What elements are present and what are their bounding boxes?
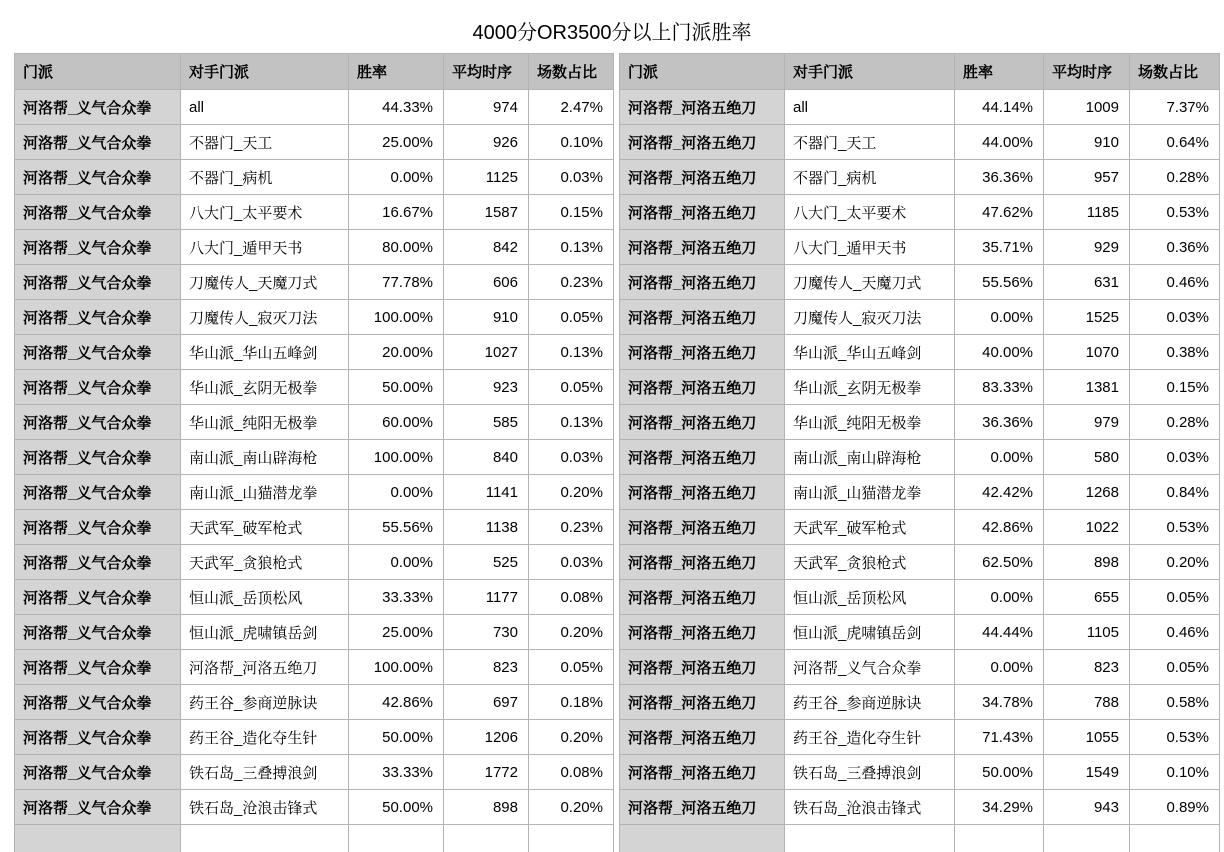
winrate-cell: 0.00% — [349, 160, 444, 195]
match-share-cell: 0.20% — [529, 720, 614, 755]
match-share-cell: 0.20% — [529, 475, 614, 510]
column-header-faction: 门派 — [15, 54, 181, 90]
table-row — [620, 720, 1220, 755]
match-share-cell: 0.64% — [1130, 125, 1220, 160]
column-header-winrate: 胜率 — [955, 54, 1044, 90]
winrate-cell: 34.78% — [955, 685, 1044, 720]
opponent-cell: 南山派_山猫潜龙拳 — [785, 475, 955, 510]
match-share-cell: 0.53% — [1130, 510, 1220, 545]
table-row — [15, 195, 614, 230]
opponent-cell: 华山派_玄阴无极拳 — [785, 370, 955, 405]
opponent-cell: 八大门_太平要术 — [785, 195, 955, 230]
header-row — [15, 54, 614, 90]
match-share-cell: 0.05% — [1130, 650, 1220, 685]
faction-cell: 河洛帮_河洛五绝刀 — [620, 265, 785, 300]
avg-time-cell: 1549 — [1044, 755, 1130, 790]
faction-cell: 河洛帮_义气合众拳 — [15, 300, 181, 335]
winrate-cell: 40.00% — [955, 335, 1044, 370]
avg-time-cell: 697 — [444, 685, 529, 720]
match-share-cell: 0.23% — [529, 265, 614, 300]
match-share-cell: 0.03% — [1130, 440, 1220, 475]
avg-time-cell: 631 — [1044, 265, 1130, 300]
match-share-cell: 0.08% — [529, 580, 614, 615]
match-share-cell — [1130, 825, 1220, 852]
avg-time-cell: 910 — [444, 300, 529, 335]
winrate-cell: 42.86% — [955, 510, 1044, 545]
faction-cell: 河洛帮_义气合众拳 — [15, 265, 181, 300]
opponent-cell: 华山派_华山五峰剑 — [785, 335, 955, 370]
win-rate-table-left — [14, 53, 614, 852]
faction-cell: 河洛帮_河洛五绝刀 — [620, 685, 785, 720]
faction-cell: 河洛帮_义气合众拳 — [15, 125, 181, 160]
match-share-cell: 0.10% — [529, 125, 614, 160]
table-row — [620, 370, 1220, 405]
avg-time-cell: 606 — [444, 265, 529, 300]
faction-cell: 河洛帮_河洛五绝刀 — [620, 545, 785, 580]
winrate-cell — [955, 825, 1044, 852]
winrate-cell: 50.00% — [955, 755, 1044, 790]
table-row — [15, 265, 614, 300]
avg-time-cell: 1070 — [1044, 335, 1130, 370]
avg-time-cell: 1185 — [1044, 195, 1130, 230]
winrate-cell: 35.71% — [955, 230, 1044, 265]
match-share-cell: 0.46% — [1130, 615, 1220, 650]
match-share-cell: 0.84% — [1130, 475, 1220, 510]
avg-time-cell: 823 — [444, 650, 529, 685]
winrate-cell: 0.00% — [955, 300, 1044, 335]
table-row — [15, 510, 614, 545]
table-row — [620, 90, 1220, 125]
faction-cell: 河洛帮_义气合众拳 — [15, 720, 181, 755]
avg-time-cell: 580 — [1044, 440, 1130, 475]
column-header-match-share: 场数占比 — [529, 54, 614, 90]
avg-time-cell: 1206 — [444, 720, 529, 755]
match-share-cell: 0.08% — [529, 755, 614, 790]
winrate-cell: 44.33% — [349, 90, 444, 125]
faction-cell: 河洛帮_河洛五绝刀 — [620, 230, 785, 265]
opponent-cell: 南山派_南山辟海枪 — [181, 440, 349, 475]
faction-cell: 河洛帮_河洛五绝刀 — [620, 90, 785, 125]
column-header-avg-time: 平均时序 — [444, 54, 529, 90]
column-header-winrate: 胜率 — [349, 54, 444, 90]
column-header-opponent: 对手门派 — [181, 54, 349, 90]
avg-time-cell: 823 — [1044, 650, 1130, 685]
table-row — [620, 300, 1220, 335]
table-row — [15, 685, 614, 720]
opponent-cell: 八大门_太平要术 — [181, 195, 349, 230]
match-share-cell: 0.03% — [529, 160, 614, 195]
winrate-cell: 34.29% — [955, 790, 1044, 825]
winrate-cell: 0.00% — [955, 580, 1044, 615]
avg-time-cell: 655 — [1044, 580, 1130, 615]
avg-time-cell: 1009 — [1044, 90, 1130, 125]
opponent-cell: 药王谷_参商逆脉诀 — [785, 685, 955, 720]
faction-cell: 河洛帮_河洛五绝刀 — [620, 580, 785, 615]
avg-time-cell: 1138 — [444, 510, 529, 545]
avg-time-cell: 926 — [444, 125, 529, 160]
faction-cell: 河洛帮_河洛五绝刀 — [620, 475, 785, 510]
opponent-cell: 不器门_病机 — [181, 160, 349, 195]
winrate-cell: 44.00% — [955, 125, 1044, 160]
winrate-cell: 42.42% — [955, 475, 1044, 510]
header-row — [620, 54, 1220, 90]
avg-time-cell: 1772 — [444, 755, 529, 790]
opponent-cell: 华山派_玄阴无极拳 — [181, 370, 349, 405]
match-share-cell: 0.58% — [1130, 685, 1220, 720]
opponent-cell: 药王谷_造化夺生针 — [785, 720, 955, 755]
winrate-cell: 0.00% — [955, 650, 1044, 685]
faction-cell: 河洛帮_河洛五绝刀 — [620, 440, 785, 475]
winrate-cell: 83.33% — [955, 370, 1044, 405]
opponent-cell: 刀魔传人_寂灭刀法 — [181, 300, 349, 335]
faction-cell: 河洛帮_义气合众拳 — [15, 160, 181, 195]
avg-time-cell: 943 — [1044, 790, 1130, 825]
table-row — [15, 125, 614, 160]
match-share-cell: 0.03% — [529, 545, 614, 580]
faction-cell: 河洛帮_义气合众拳 — [15, 615, 181, 650]
winrate-cell: 36.36% — [955, 405, 1044, 440]
avg-time-cell: 979 — [1044, 405, 1130, 440]
opponent-cell: 华山派_纯阳无极拳 — [181, 405, 349, 440]
faction-cell: 河洛帮_河洛五绝刀 — [620, 300, 785, 335]
avg-time-cell: 840 — [444, 440, 529, 475]
table-row — [15, 615, 614, 650]
winrate-cell — [349, 825, 444, 852]
opponent-cell: 恒山派_虎啸镇岳剑 — [785, 615, 955, 650]
match-share-cell: 0.03% — [1130, 300, 1220, 335]
match-share-cell: 0.23% — [529, 510, 614, 545]
match-share-cell: 0.05% — [529, 370, 614, 405]
match-share-cell: 0.20% — [529, 790, 614, 825]
faction-cell: 河洛帮_河洛五绝刀 — [620, 125, 785, 160]
faction-cell: 河洛帮_河洛五绝刀 — [620, 335, 785, 370]
match-share-cell: 0.10% — [1130, 755, 1220, 790]
avg-time-cell: 525 — [444, 545, 529, 580]
winrate-cell: 0.00% — [955, 440, 1044, 475]
winrate-cell: 100.00% — [349, 650, 444, 685]
winrate-cell: 25.00% — [349, 615, 444, 650]
faction-cell: 河洛帮_义气合众拳 — [15, 475, 181, 510]
avg-time-cell: 929 — [1044, 230, 1130, 265]
faction-cell: 河洛帮_义气合众拳 — [15, 580, 181, 615]
opponent-cell: 河洛帮_河洛五绝刀 — [181, 650, 349, 685]
opponent-cell: 刀魔传人_寂灭刀法 — [785, 300, 955, 335]
winrate-cell: 25.00% — [349, 125, 444, 160]
faction-cell: 河洛帮_义气合众拳 — [15, 370, 181, 405]
winrate-cell: 33.33% — [349, 580, 444, 615]
winrate-cell: 16.67% — [349, 195, 444, 230]
match-share-cell: 0.15% — [1130, 370, 1220, 405]
match-share-cell: 0.28% — [1130, 160, 1220, 195]
avg-time-cell: 1141 — [444, 475, 529, 510]
faction-cell: 河洛帮_义气合众拳 — [15, 195, 181, 230]
winrate-cell: 33.33% — [349, 755, 444, 790]
opponent-cell: 不器门_天工 — [181, 125, 349, 160]
opponent-cell: 恒山派_虎啸镇岳剑 — [181, 615, 349, 650]
match-share-cell: 0.36% — [1130, 230, 1220, 265]
winrate-cell: 36.36% — [955, 160, 1044, 195]
match-share-cell: 7.37% — [1130, 90, 1220, 125]
table-row — [15, 300, 614, 335]
avg-time-cell: 1381 — [1044, 370, 1130, 405]
winrate-cell: 0.00% — [349, 545, 444, 580]
match-share-cell: 0.46% — [1130, 265, 1220, 300]
faction-cell: 河洛帮_河洛五绝刀 — [620, 405, 785, 440]
opponent-cell: all — [785, 90, 955, 125]
avg-time-cell: 730 — [444, 615, 529, 650]
winrate-cell: 42.86% — [349, 685, 444, 720]
faction-cell: 河洛帮_河洛五绝刀 — [620, 650, 785, 685]
match-share-cell: 0.05% — [529, 300, 614, 335]
faction-cell: 河洛帮_义气合众拳 — [15, 510, 181, 545]
match-share-cell: 0.13% — [529, 335, 614, 370]
table-row — [15, 825, 614, 852]
avg-time-cell: 1177 — [444, 580, 529, 615]
table-row — [620, 580, 1220, 615]
table-row — [620, 825, 1220, 852]
avg-time-cell — [444, 825, 529, 852]
faction-cell: 河洛帮_义气合众拳 — [15, 790, 181, 825]
page-title: 4000分OR3500分以上门派胜率 — [472, 22, 752, 44]
table-row — [620, 755, 1220, 790]
faction-cell: 河洛帮_义气合众拳 — [15, 545, 181, 580]
match-share-cell: 0.89% — [1130, 790, 1220, 825]
match-share-cell: 0.18% — [529, 685, 614, 720]
faction-cell: 河洛帮_河洛五绝刀 — [620, 790, 785, 825]
opponent-cell: 天武军_贪狼枪式 — [785, 545, 955, 580]
table-row — [620, 475, 1220, 510]
opponent-cell: 药王谷_造化夺生针 — [181, 720, 349, 755]
win-rate-table-right — [619, 53, 1220, 852]
match-share-cell: 0.38% — [1130, 335, 1220, 370]
winrate-cell: 50.00% — [349, 720, 444, 755]
win-rate-tables — [14, 53, 1220, 852]
winrate-cell: 55.56% — [955, 265, 1044, 300]
opponent-cell: 不器门_天工 — [785, 125, 955, 160]
match-share-cell: 0.28% — [1130, 405, 1220, 440]
faction-cell — [620, 825, 785, 852]
avg-time-cell: 974 — [444, 90, 529, 125]
faction-cell: 河洛帮_义气合众拳 — [15, 755, 181, 790]
faction-cell — [15, 825, 181, 852]
avg-time-cell: 1027 — [444, 335, 529, 370]
winrate-cell: 77.78% — [349, 265, 444, 300]
winrate-cell: 47.62% — [955, 195, 1044, 230]
faction-cell: 河洛帮_义气合众拳 — [15, 335, 181, 370]
faction-cell: 河洛帮_义气合众拳 — [15, 440, 181, 475]
opponent-cell: 南山派_南山辟海枪 — [785, 440, 955, 475]
table-row — [15, 370, 614, 405]
opponent-cell: 天武军_破军枪式 — [785, 510, 955, 545]
winrate-cell: 71.43% — [955, 720, 1044, 755]
opponent-cell: 天武军_破军枪式 — [181, 510, 349, 545]
column-header-avg-time: 平均时序 — [1044, 54, 1130, 90]
winrate-cell: 50.00% — [349, 790, 444, 825]
match-share-cell: 2.47% — [529, 90, 614, 125]
avg-time-cell — [1044, 825, 1130, 852]
opponent-cell: 药王谷_参商逆脉诀 — [181, 685, 349, 720]
table-row — [620, 195, 1220, 230]
match-share-cell — [529, 825, 614, 852]
opponent-cell: 恒山派_岳顶松风 — [181, 580, 349, 615]
column-header-faction: 门派 — [620, 54, 785, 90]
table-row — [15, 230, 614, 265]
avg-time-cell: 1022 — [1044, 510, 1130, 545]
table-row — [620, 160, 1220, 195]
faction-cell: 河洛帮_河洛五绝刀 — [620, 615, 785, 650]
opponent-cell: 刀魔传人_天魔刀式 — [785, 265, 955, 300]
faction-cell: 河洛帮_河洛五绝刀 — [620, 755, 785, 790]
table-row — [15, 160, 614, 195]
table-row — [620, 545, 1220, 580]
table-row — [620, 790, 1220, 825]
avg-time-cell: 788 — [1044, 685, 1130, 720]
avg-time-cell: 898 — [1044, 545, 1130, 580]
match-share-cell: 0.20% — [1130, 545, 1220, 580]
table-row — [620, 230, 1220, 265]
table-row — [15, 545, 614, 580]
table-row — [620, 440, 1220, 475]
opponent-cell — [785, 825, 955, 852]
opponent-cell: 不器门_病机 — [785, 160, 955, 195]
avg-time-cell: 898 — [444, 790, 529, 825]
opponent-cell: 刀魔传人_天魔刀式 — [181, 265, 349, 300]
table-row — [620, 265, 1220, 300]
table-row — [620, 510, 1220, 545]
faction-cell: 河洛帮_河洛五绝刀 — [620, 720, 785, 755]
faction-cell: 河洛帮_义气合众拳 — [15, 90, 181, 125]
opponent-cell: 河洛帮_义气合众拳 — [785, 650, 955, 685]
table-row — [620, 125, 1220, 160]
winrate-cell: 44.44% — [955, 615, 1044, 650]
faction-cell: 河洛帮_河洛五绝刀 — [620, 160, 785, 195]
table-row — [620, 405, 1220, 440]
table-row — [620, 615, 1220, 650]
table-row — [620, 335, 1220, 370]
opponent-cell: 华山派_纯阳无极拳 — [785, 405, 955, 440]
faction-cell: 河洛帮_义气合众拳 — [15, 230, 181, 265]
avg-time-cell: 1055 — [1044, 720, 1130, 755]
faction-cell: 河洛帮_河洛五绝刀 — [620, 195, 785, 230]
opponent-cell — [181, 825, 349, 852]
opponent-cell: 天武军_贪狼枪式 — [181, 545, 349, 580]
winrate-cell: 20.00% — [349, 335, 444, 370]
table-row — [15, 790, 614, 825]
table-row — [15, 650, 614, 685]
winrate-cell: 50.00% — [349, 370, 444, 405]
avg-time-cell: 1125 — [444, 160, 529, 195]
table-row — [15, 580, 614, 615]
opponent-cell: 八大门_遁甲天书 — [181, 230, 349, 265]
opponent-cell: 华山派_华山五峰剑 — [181, 335, 349, 370]
winrate-cell: 100.00% — [349, 440, 444, 475]
table-row — [15, 335, 614, 370]
opponent-cell: 铁石岛_沧浪击锋式 — [785, 790, 955, 825]
opponent-cell: 铁石岛_三叠搏浪剑 — [785, 755, 955, 790]
avg-time-cell: 585 — [444, 405, 529, 440]
table-row — [15, 405, 614, 440]
faction-cell: 河洛帮_义气合众拳 — [15, 650, 181, 685]
winrate-cell: 0.00% — [349, 475, 444, 510]
avg-time-cell: 1268 — [1044, 475, 1130, 510]
table-row — [15, 90, 614, 125]
match-share-cell: 0.13% — [529, 405, 614, 440]
match-share-cell: 0.13% — [529, 230, 614, 265]
opponent-cell: 铁石岛_沧浪击锋式 — [181, 790, 349, 825]
avg-time-cell: 1587 — [444, 195, 529, 230]
match-share-cell: 0.05% — [1130, 580, 1220, 615]
avg-time-cell: 910 — [1044, 125, 1130, 160]
opponent-cell: all — [181, 90, 349, 125]
opponent-cell: 八大门_遁甲天书 — [785, 230, 955, 265]
opponent-cell: 恒山派_岳顶松风 — [785, 580, 955, 615]
faction-cell: 河洛帮_义气合众拳 — [15, 405, 181, 440]
table-row — [15, 475, 614, 510]
opponent-cell: 铁石岛_三叠搏浪剑 — [181, 755, 349, 790]
match-share-cell: 0.03% — [529, 440, 614, 475]
match-share-cell: 0.20% — [529, 615, 614, 650]
faction-cell: 河洛帮_义气合众拳 — [15, 685, 181, 720]
table-row — [620, 650, 1220, 685]
match-share-cell: 0.53% — [1130, 195, 1220, 230]
match-share-cell: 0.05% — [529, 650, 614, 685]
winrate-cell: 80.00% — [349, 230, 444, 265]
winrate-cell: 55.56% — [349, 510, 444, 545]
column-header-match-share: 场数占比 — [1130, 54, 1220, 90]
column-header-opponent: 对手门派 — [785, 54, 955, 90]
match-share-cell: 0.53% — [1130, 720, 1220, 755]
opponent-cell: 南山派_山猫潜龙拳 — [181, 475, 349, 510]
avg-time-cell: 1105 — [1044, 615, 1130, 650]
winrate-cell: 44.14% — [955, 90, 1044, 125]
avg-time-cell: 1525 — [1044, 300, 1130, 335]
winrate-cell: 100.00% — [349, 300, 444, 335]
faction-cell: 河洛帮_河洛五绝刀 — [620, 370, 785, 405]
avg-time-cell: 842 — [444, 230, 529, 265]
faction-cell: 河洛帮_河洛五绝刀 — [620, 510, 785, 545]
winrate-cell: 60.00% — [349, 405, 444, 440]
table-row — [15, 440, 614, 475]
table-row — [620, 685, 1220, 720]
table-row — [15, 720, 614, 755]
avg-time-cell: 957 — [1044, 160, 1130, 195]
match-share-cell: 0.15% — [529, 195, 614, 230]
winrate-cell: 62.50% — [955, 545, 1044, 580]
table-row — [15, 755, 614, 790]
avg-time-cell: 923 — [444, 370, 529, 405]
